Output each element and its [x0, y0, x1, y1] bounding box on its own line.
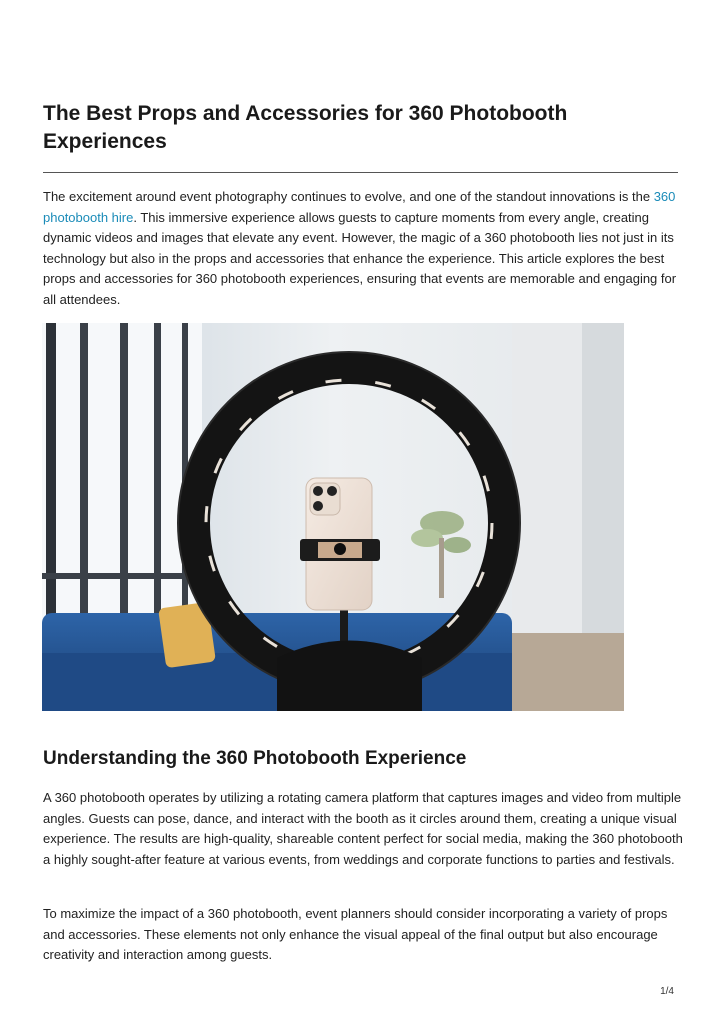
intro-text-after-link: . This immersive experience allows guests to capture moments from every angle, creating dynamic videos and images that elevate any event. However, the magic of a 360 photobooth lies not just in its technology but also in the props and accessories that enhance the experience. This article explores the best props and accessories for 360 photobooth experiences, ensuring that events are memorable and engaging for all attendees. [43, 209, 677, 307]
article-title: The Best Props and Accessories for 360 Photobooth Experiences [43, 102, 568, 153]
photobooth-hire-link[interactable]: 360 photobooth hire [43, 189, 676, 225]
section-paragraph-1: A 360 photobooth operates by utilizing a rotating camera platform that captures images and video from multiple angles. Guests can pose, dance, and interact with the booth as it circles around them, creating a unique visual experience. The results are high-quality, shareable content perfect for social media, making the 360 photobooth a highly sought-after feature at various events, from weddings and corporate functions to parties and festivals. [43, 790, 683, 867]
ring-light-photo [42, 323, 624, 711]
window-frames [42, 323, 202, 623]
section-paragraph-2: To maximize the impact of a 360 photobooth, event planners should consider incorporating a variety of props and accessories. These elements not only enhance the visual appeal of the final output but also encourage creativity and interaction among guests. [43, 906, 668, 963]
page-number: 1/4 [660, 986, 674, 997]
intro-text-before-link: The excitement around event photography continues to evolve, and one of the standout innovations is the [43, 189, 654, 204]
title-divider [43, 172, 678, 173]
section-heading: Understanding the 360 Photobooth Experience [43, 748, 467, 769]
intro-paragraph [43, 187, 683, 311]
